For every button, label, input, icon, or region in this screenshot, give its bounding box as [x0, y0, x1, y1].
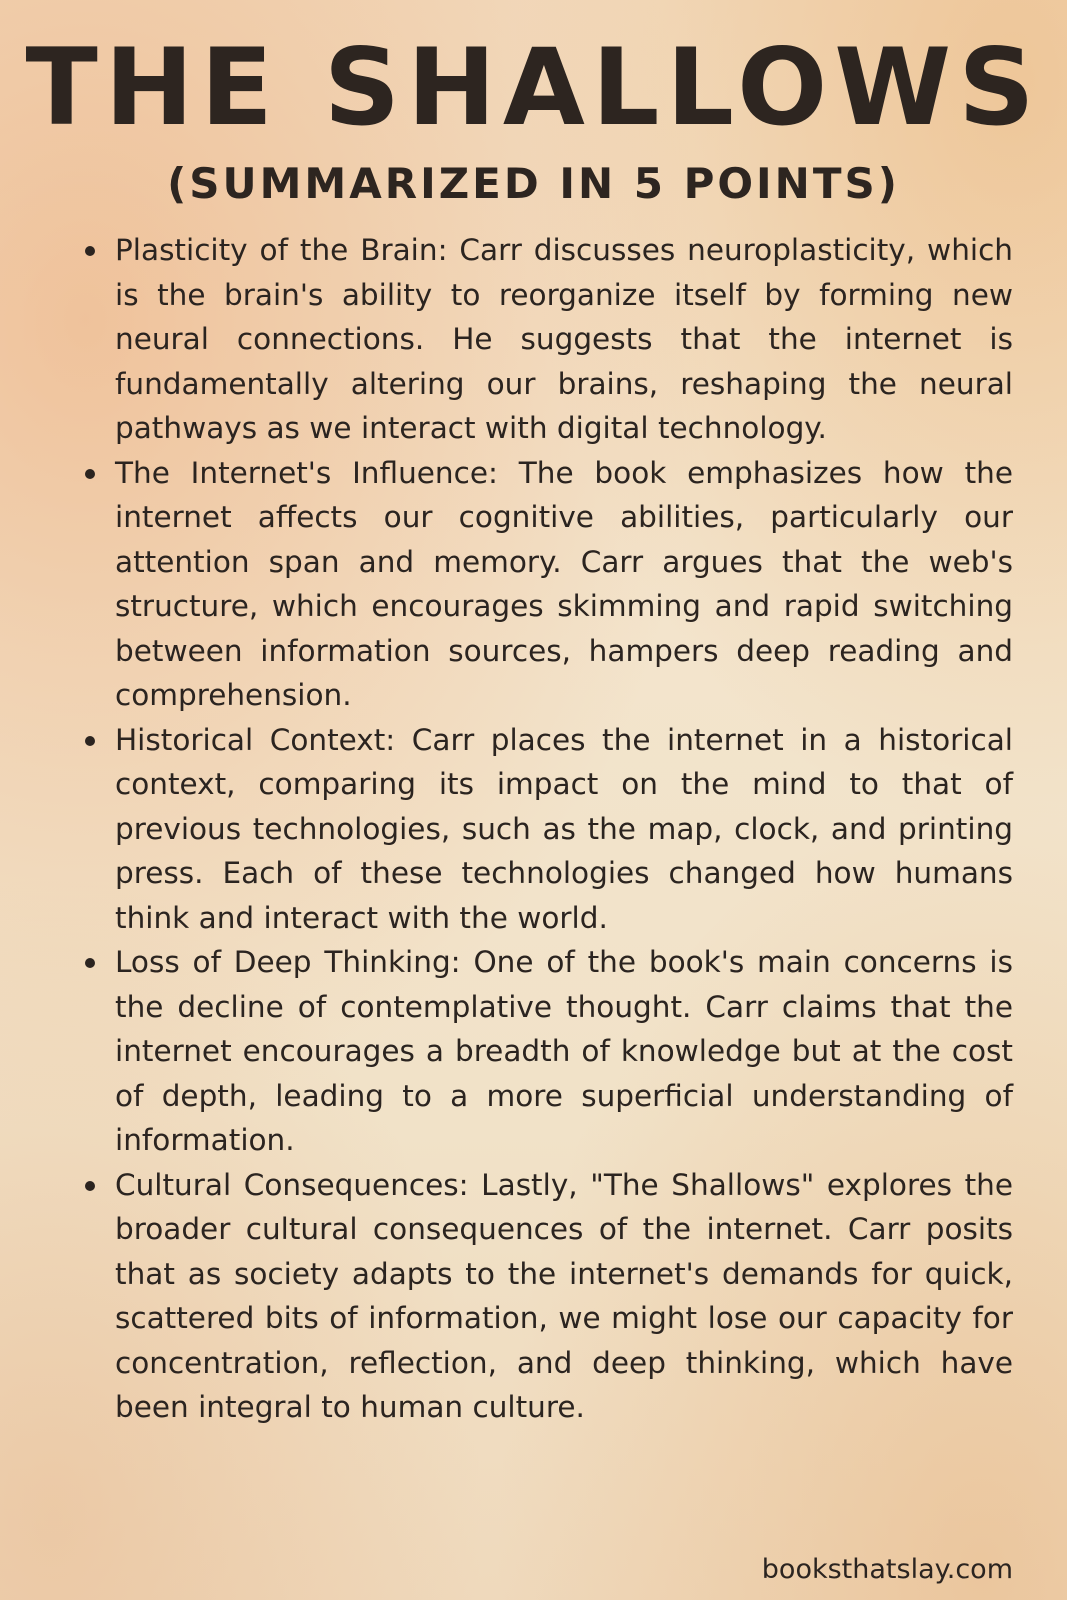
bullet-icon	[85, 736, 95, 746]
page-subtitle: (SUMMARIZED IN 5 POINTS)	[167, 159, 900, 208]
bullet-icon	[85, 246, 95, 256]
bullet-icon	[85, 1181, 95, 1191]
summary-point-3	[83, 718, 1013, 941]
bullet-icon	[85, 469, 95, 479]
summary-point-text: Cultural Consequences: Lastly, "The Shallows" explores the broader cultural consequences of the internet. Carr posits that as society adapts to the internet's demands for quick, scattered bits of information, we might lose our capacity for concentration, reflection, and deep thinking, which have been integral to human culture.	[115, 1167, 1013, 1424]
summary-points-list	[83, 228, 1013, 1430]
summary-point-1	[83, 228, 1013, 451]
summary-point-4	[83, 940, 1013, 1163]
summary-point-2	[83, 451, 1013, 718]
source-website: booksthatslay.com	[761, 1554, 1013, 1585]
summary-point-text: Plasticity of the Brain: Carr discusses neuroplasticity, which is the brain's ability to reorganize itself by forming new neural connections. He suggests that the internet is fundamentally altering our brains, reshaping the neural pathways as we interact with digital technology.	[115, 233, 1013, 445]
summary-point-text: Loss of Deep Thinking: One of the book's main concerns is the decline of contemplative thought. Carr claims that the internet encourages a breadth of knowledge but at the cost of depth, leading to a more superficial understanding of information.	[115, 945, 1013, 1157]
summary-point-text: The Internet's Influence: The book emphasizes how the internet affects our cognitive abilities, particularly our attention span and memory. Carr argues that the web's structure, which encourages skimming and rapid switching between information sources, hampers deep reading and comprehension.	[115, 455, 1013, 712]
page-title: THE SHALLOWS	[25, 26, 1042, 149]
summary-point-5	[83, 1163, 1013, 1430]
summary-point-text: Historical Context: Carr places the internet in a historical context, comparing its impact on the mind to that of previous technologies, such as the map, clock, and printing press. Each of these technologies changed how humans think and interact with the world.	[115, 722, 1013, 935]
bullet-icon	[85, 958, 95, 968]
